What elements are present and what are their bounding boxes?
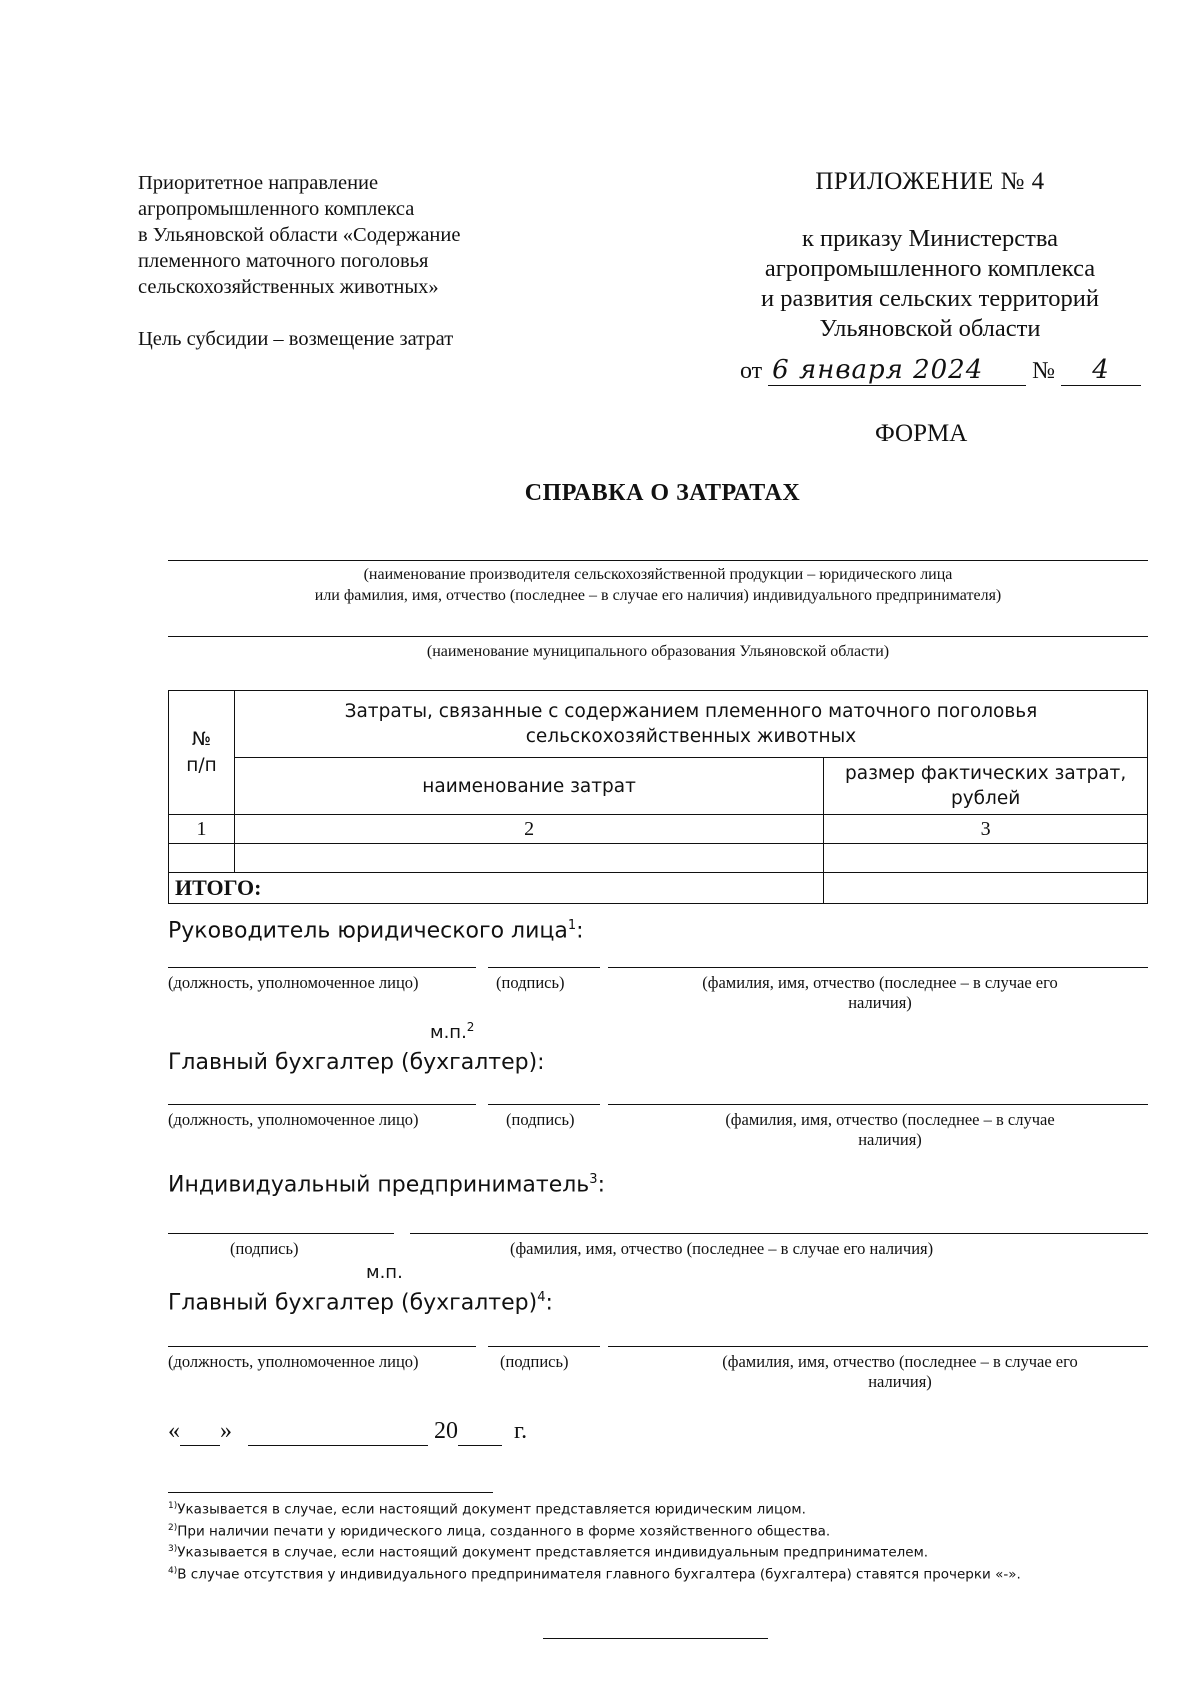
date-fill-row bbox=[168, 1418, 527, 1446]
producer-caption bbox=[168, 564, 1148, 606]
footnote-number: 2) bbox=[168, 1522, 178, 1533]
footnote-text: В случае отсутствия у индивидуального предпринимателя главного бухгалтера (бухгалтера) ставятся прочерки «-». bbox=[177, 1566, 1021, 1582]
page-end-rule bbox=[543, 1638, 768, 1639]
municipality-line bbox=[168, 636, 1148, 637]
footnote-number: 4) bbox=[168, 1565, 178, 1576]
from-label: от bbox=[740, 358, 763, 384]
footnote-ref: 2 bbox=[466, 1020, 475, 1034]
order-line: Ульяновской области bbox=[819, 315, 1041, 342]
fio-caption-line: наличия) bbox=[868, 1372, 932, 1391]
subsidy-goal: Цель субсидии – возмещение затрат bbox=[138, 328, 454, 350]
entrepreneur-label bbox=[168, 1172, 605, 1197]
day-blank[interactable] bbox=[180, 1418, 220, 1446]
chief-accountant-label: Главный бухгалтер (бухгалтер): bbox=[168, 1050, 545, 1075]
producer-name-line bbox=[168, 560, 1148, 561]
year-prefix: 20 bbox=[434, 1418, 458, 1444]
open-quote: « bbox=[168, 1418, 180, 1444]
order-line: агропромышленного комплекса bbox=[764, 255, 1096, 282]
legal-entity-head-label bbox=[168, 918, 584, 943]
order-line: и развития сельских территорий bbox=[761, 285, 1099, 312]
fio-caption-line: (фамилия, имя, отчество (последнее – в случае его bbox=[702, 973, 1058, 992]
stamp-place-label bbox=[430, 1020, 474, 1043]
footnotes bbox=[168, 1497, 1148, 1583]
program-direction bbox=[138, 170, 558, 352]
fio-caption-line: наличия) bbox=[858, 1130, 922, 1149]
position-caption: (должность, уполномоченное лицо) bbox=[168, 1110, 419, 1129]
footnote-number: 3) bbox=[168, 1544, 178, 1554]
table-header-row bbox=[169, 691, 1148, 758]
signature-caption: (подпись) bbox=[500, 1352, 569, 1371]
table-cell[interactable] bbox=[824, 844, 1148, 873]
form-label: ФОРМА bbox=[875, 420, 968, 447]
position-line[interactable] bbox=[168, 1346, 476, 1347]
footnote-item bbox=[168, 1497, 1148, 1519]
footnote-ref: 3 bbox=[589, 1172, 598, 1187]
footnote-text: Указывается в случае, если настоящий документ представляется индивидуальным предпринимателем. bbox=[177, 1544, 929, 1561]
direction-line: племенного маточного поголовья bbox=[138, 250, 429, 272]
label-suffix: : bbox=[545, 1290, 553, 1316]
handwritten-number: 4 bbox=[1061, 355, 1141, 386]
position-line[interactable] bbox=[168, 1104, 476, 1105]
table-row bbox=[169, 815, 1148, 844]
month-blank[interactable] bbox=[248, 1418, 428, 1446]
signature-caption: (подпись) bbox=[506, 1110, 575, 1129]
year-suffix: г. bbox=[514, 1418, 528, 1444]
close-quote: » bbox=[220, 1418, 232, 1444]
costs-table bbox=[168, 690, 1148, 904]
total-value-cell[interactable] bbox=[824, 873, 1148, 904]
label-suffix: : bbox=[597, 1172, 605, 1198]
signature-line[interactable] bbox=[488, 1104, 600, 1105]
position-caption: (должность, уполномоченное лицо) bbox=[168, 1352, 419, 1371]
direction-line: Приоритетное направление bbox=[138, 172, 379, 194]
fio-caption-line: (фамилия, имя, отчество (последнее – в случае bbox=[725, 1110, 1055, 1129]
stamp-place-label: м.п. bbox=[366, 1262, 403, 1283]
label-text: Индивидуальный предприниматель bbox=[168, 1172, 590, 1198]
number-label: № bbox=[1032, 358, 1056, 384]
fio-caption bbox=[650, 1352, 1150, 1392]
fio-line[interactable] bbox=[608, 1104, 1148, 1105]
appendix-block bbox=[720, 168, 1140, 344]
table-row bbox=[169, 844, 1148, 873]
chief-accountant-2-label bbox=[168, 1290, 553, 1315]
table-total-row bbox=[169, 873, 1148, 904]
fio-caption bbox=[640, 1110, 1140, 1150]
footnote-ref: 1 bbox=[567, 918, 577, 933]
costs-group-header: Затраты, связанные с содержанием племенного маточного поголовья сельскохозяйственных животных bbox=[234, 691, 1147, 758]
table-cell: 3 bbox=[824, 815, 1148, 844]
document-title: СПРАВКА О ЗАТРАТАХ bbox=[524, 480, 801, 506]
footnote-item bbox=[168, 1562, 1148, 1584]
position-line[interactable] bbox=[168, 967, 476, 968]
direction-line: в Ульяновской области «Содержание bbox=[138, 224, 461, 246]
footnote-text: При наличии печати у юридического лица, созданного в форме хозяйственного общества. bbox=[177, 1523, 831, 1539]
signature-line[interactable] bbox=[488, 967, 600, 968]
signature-caption: (подпись) bbox=[496, 973, 565, 992]
order-date-line bbox=[740, 355, 1141, 386]
order-reference bbox=[720, 224, 1140, 344]
label-suffix: : bbox=[576, 918, 584, 944]
table-header-row bbox=[169, 758, 1148, 815]
column-cost-amount-header: размер фактических затрат, рублей bbox=[824, 758, 1148, 815]
total-label: ИТОГО: bbox=[169, 873, 824, 904]
fio-caption bbox=[620, 973, 1140, 1013]
table-cell[interactable] bbox=[234, 844, 823, 873]
footnote-number: 1) bbox=[168, 1501, 178, 1511]
label-text: Главный бухгалтер (бухгалтер) bbox=[168, 1290, 538, 1316]
handwritten-date: 6 января 2024 bbox=[768, 355, 1026, 386]
year-blank[interactable] bbox=[458, 1418, 502, 1446]
fio-line[interactable] bbox=[608, 967, 1148, 968]
direction-line: сельскохозяйственных животных» bbox=[138, 276, 439, 298]
appendix-number: ПРИЛОЖЕНИЕ № 4 bbox=[815, 168, 1045, 195]
footnote-item bbox=[168, 1540, 1148, 1562]
label-text: Руководитель юридического лица bbox=[168, 918, 568, 944]
fio-caption-line: наличия) bbox=[848, 993, 912, 1012]
direction-line: агропромышленного комплекса bbox=[138, 198, 415, 220]
footnote-text: Указывается в случае, если настоящий документ представляется юридическим лицом. bbox=[177, 1501, 806, 1518]
fio-line[interactable] bbox=[608, 1346, 1148, 1347]
producer-caption-line: (наименование производителя сельскохозяйственной продукции – юридического лица bbox=[363, 566, 953, 583]
signature-caption: (подпись) bbox=[230, 1239, 299, 1258]
order-line: к приказу Министерства bbox=[802, 225, 1058, 252]
position-caption: (должность, уполномоченное лицо) bbox=[168, 973, 419, 992]
fio-caption: (фамилия, имя, отчество (последнее – в случае его наличия) bbox=[510, 1239, 934, 1258]
table-cell: 2 bbox=[234, 815, 823, 844]
signature-line[interactable] bbox=[168, 1233, 394, 1234]
table-cell: 1 bbox=[169, 815, 235, 844]
municipality-caption: (наименование муниципального образования Ульяновской области) bbox=[426, 643, 890, 660]
fio-line[interactable] bbox=[410, 1233, 1148, 1234]
footnote-separator bbox=[168, 1492, 493, 1493]
mp-text: м.п. bbox=[430, 1022, 467, 1043]
column-cost-name-header: наименование затрат bbox=[234, 758, 823, 815]
fio-caption-line: (фамилия, имя, отчество (последнее – в случае его bbox=[722, 1352, 1078, 1371]
column-number-header: № п/п bbox=[169, 691, 235, 815]
producer-caption-line: или фамилия, имя, отчество (последнее – в случае его наличия) индивидуального предпринимателя) bbox=[314, 587, 1002, 604]
signature-line[interactable] bbox=[488, 1346, 600, 1347]
footnote-ref: 4 bbox=[537, 1290, 546, 1305]
table-cell[interactable] bbox=[169, 844, 235, 873]
footnote-item bbox=[168, 1519, 1148, 1541]
